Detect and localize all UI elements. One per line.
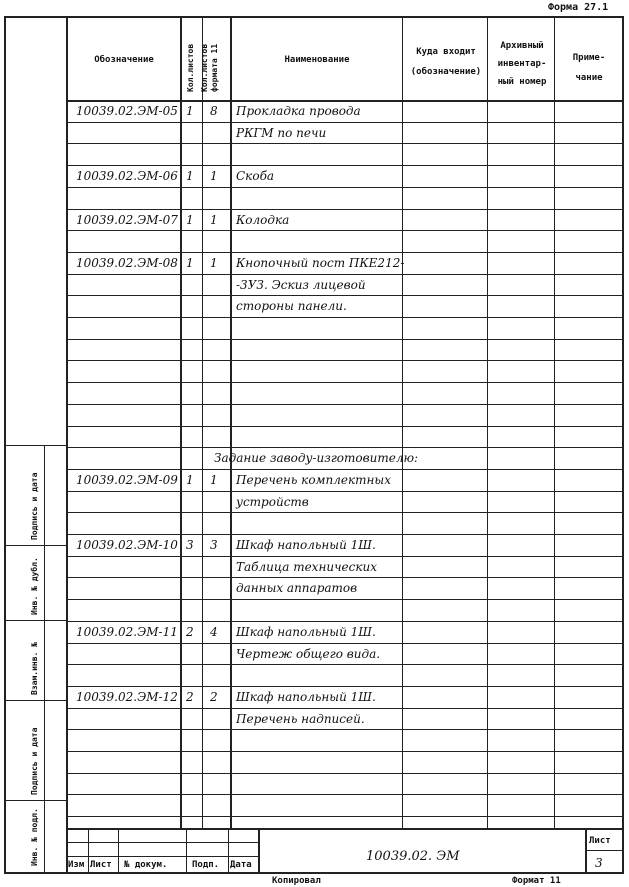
row-sheet-count: 1 [186,212,194,227]
row-line [66,664,622,665]
row-name: РКГМ по печи [236,125,327,140]
row-line [66,274,622,275]
row-line [66,426,622,427]
row-name: Чертеж общего вида. [236,646,381,661]
column-line [487,16,488,828]
title-block-top [66,828,622,830]
row-line [66,643,622,644]
row-name: Колодка [236,212,290,227]
row-line [66,382,622,383]
row-line [66,209,622,210]
row-line [66,230,622,231]
row-name: устройств [236,494,309,509]
row-line [66,295,622,296]
row-line [66,187,622,188]
row-line [66,534,622,535]
row-sheet-format: 1 [210,472,218,487]
row-line [66,556,622,557]
footer-copied: Копировал [272,876,321,886]
row-line [66,360,622,361]
row-name: Таблица технических [236,559,378,574]
row-line [66,794,622,795]
row-sheet-format: 2 [210,689,218,704]
row-line [66,122,622,123]
row-sheet-format: 3 [210,538,218,552]
row-name: Перечень надписей. [236,711,365,726]
row-name: Скоба [236,169,275,184]
row-designation: 10039.02.ЭМ-08 [76,255,178,270]
title-col-doc: № докум. [124,860,168,870]
row-line [66,773,622,774]
row-name: Шкаф напольный 1Ш. [236,538,376,552]
row-line [66,447,622,448]
row-designation: 10039.02.ЭМ-07 [76,212,178,227]
title-col-sign: Подп. [192,860,220,870]
header-note-2: чание [575,73,603,83]
row-line [66,317,622,318]
header-designation: Обозначение [94,55,154,65]
row-line [66,491,622,492]
row-name: Перечень комплектных [236,472,391,487]
header-name: Наименование [284,55,350,65]
row-line [66,729,622,730]
row-line [66,708,622,709]
row-line [66,686,622,687]
header-bottom-line [66,100,622,102]
row-line [66,165,622,166]
row-line [66,143,622,144]
row-designation: 10039.02.ЭМ-11 [76,624,178,639]
title-col-izm: Изм [68,860,85,870]
sheet-label: Лист [589,836,611,846]
row-designation: 10039.02.ЭМ-09 [76,472,178,487]
column-line [402,16,403,828]
document-number: 10039.02. ЭМ [366,849,460,864]
row-sheet-count: 1 [186,169,194,184]
frame-bottom [4,872,624,874]
row-sheet-count: 3 [186,538,194,552]
frame-top [4,16,624,18]
row-line [66,339,622,340]
column-line [554,16,555,828]
row-sheet-count: 1 [186,104,194,118]
inv-orig-label: Инв. № подл. [30,808,39,866]
row-sheet-count: 2 [186,624,194,639]
row-sheet-format: 1 [210,255,218,270]
row-sheet-count: 2 [186,689,194,704]
row-line [66,252,622,253]
row-designation: 10039.02.ЭМ-12 [76,689,178,704]
sheet-number: 3 [595,856,603,870]
header-sheets-format: Кол.листов формата 11 [200,43,219,92]
row-line [66,512,622,513]
row-sheet-format: 4 [210,624,218,639]
row-line [66,599,622,600]
row-sheet-format: 8 [210,104,218,118]
row-line [66,469,622,470]
row-name: Шкаф напольный 1Ш. [236,689,376,704]
column-line [230,16,232,828]
header-where-used-1: Куда входит [416,47,476,57]
row-name: Задание заводу-изготовителю: [214,451,419,466]
row-line [66,751,622,752]
row-line [66,404,622,405]
row-sheet-format: 1 [210,169,218,184]
title-col-list: Лист [90,860,112,870]
header-note-1: Приме- [572,53,606,63]
frame-right [622,16,624,872]
header-archive-1: Архивный [500,41,544,51]
row-name: Шкаф напольный 1Ш. [236,624,376,639]
replace-inv-label: Взам.инв. № [30,642,39,695]
column-line [202,16,203,828]
header-where-used-2: (обозначение) [410,67,482,77]
row-name: данных аппаратов [236,581,358,596]
row-sheet-format: 1 [210,212,218,227]
row-line [66,621,622,622]
header-archive-2: инвентар- [497,59,547,69]
frame-left [4,16,6,872]
title-col-date: Дата [230,860,252,870]
sign-date-bottom-label: Подпись и дата [30,727,39,795]
side-strip-divider [44,445,45,872]
row-line [66,816,622,817]
row-name: стороны панели. [236,299,347,314]
row-designation: 10039.02.ЭМ-05 [76,104,178,118]
row-designation: 10039.02.ЭМ-10 [76,538,178,552]
row-name: Кнопочный пост ПКЕ212- [236,255,405,270]
sign-date-top-label: Подпись и дата [30,472,39,540]
column-line [180,16,182,828]
form-label: Форма 27.1 [548,2,609,13]
row-designation: 10039.02.ЭМ-06 [76,169,178,184]
footer-format: Формат 11 [512,876,561,886]
header-archive-3: ный номер [497,77,547,87]
row-sheet-count: 1 [186,255,194,270]
header-sheets-count: Кол.листов [186,43,195,92]
inv-dupl-label: Инв. № дубл. [30,557,39,615]
row-name: Прокладка провода [236,104,361,118]
row-sheet-count: 1 [186,472,194,487]
frame-inner-left [66,16,68,872]
row-line [66,577,622,578]
row-name: -3У3. Эскиз лицевой [236,277,366,292]
